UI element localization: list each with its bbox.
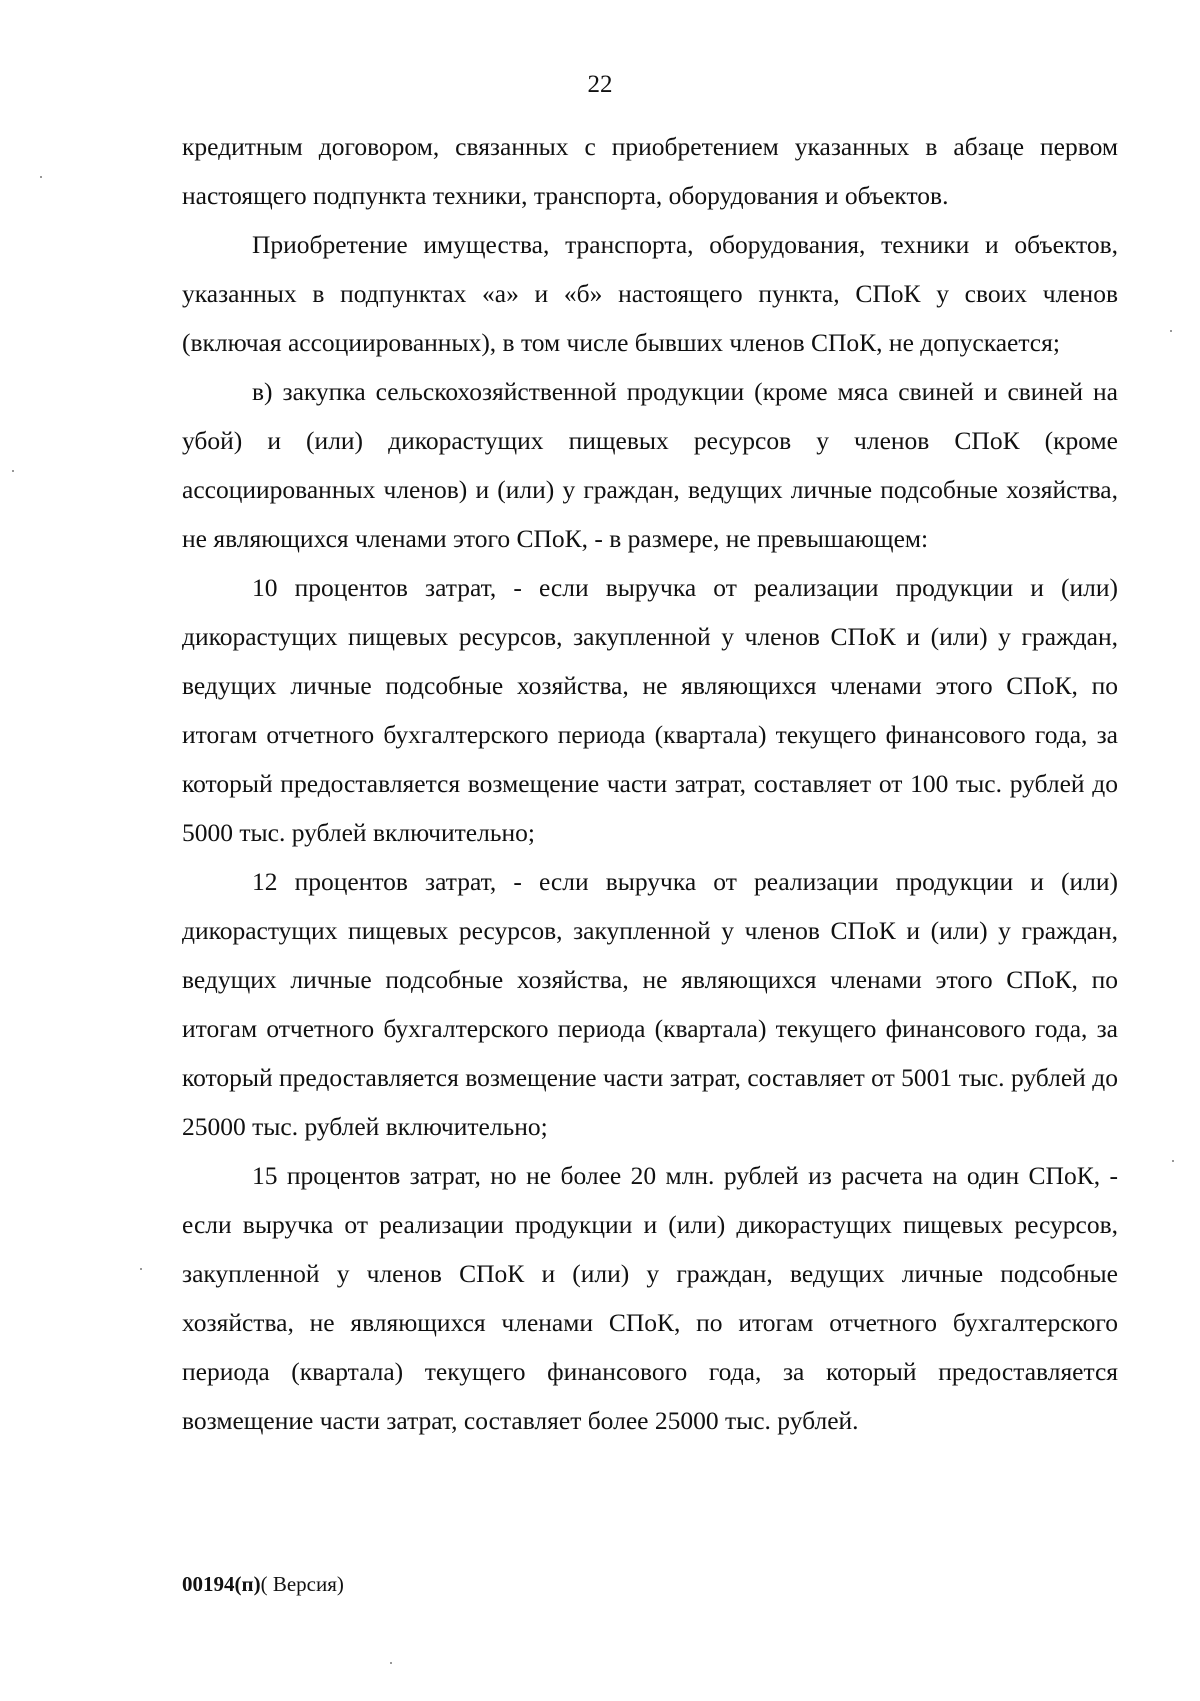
paragraph-ten-percent: 10 процентов затрат, - если выручка от реализации продукции и (или) дикорастущих пищевых ресурсов, закупленной у членов СПоК и (или) у граждан, ведущих личные подсобные хозяйства, не являющихся членами этого СПоК, по итогам отчетного бухгалтерского периода (квартала) текущего финансового года, за который предоставляется возмещение части затрат, составляет от 100 тыс. рублей до 5000 тыс. рублей включительно; xyxy=(182,573,1118,847)
paragraph-acquisition-prohibition: Приобретение имущества, транспорта, оборудования, техники и объектов, указанных в подпунктах «а» и «б» настоящего пункта, СПоК у своих членов (включая ассоциированных), в том числе бывших членов СПоК, не допускается; xyxy=(182,230,1118,357)
paragraph-purchase-clause-v: в) закупка сельскохозяйственной продукции (кроме мяса свиней и свиней на убой) и (или) дикорастущих пищевых ресурсов у членов СПоК (кроме ассоциированных членов) и (или) у граждан, ведущих личные подсобные хозяйства, не являющихся членами этого СПоК, - в размере, не превышающем: xyxy=(182,377,1118,553)
paragraph-twelve-percent: 12 процентов затрат, - если выручка от реализации продукции и (или) дикорастущих пищевых ресурсов, закупленной у членов СПоК и (или) у граждан, ведущих личные подсобные хозяйства, не являющихся членами этого СПоК, по итогам отчетного бухгалтерского периода (квартала) текущего финансового года, за который предоставляется возмещение части затрат, составляет от 5001 тыс. рублей до 25000 тыс. рублей включительно; xyxy=(182,867,1118,1141)
scan-speck xyxy=(1172,1160,1174,1162)
scan-speck xyxy=(140,1268,142,1270)
page-number: 22 xyxy=(587,71,613,98)
document-body xyxy=(182,122,1118,1445)
scan-speck xyxy=(390,1662,392,1664)
document-code: 00194(п) xyxy=(182,1572,261,1596)
scan-speck xyxy=(1170,330,1172,332)
document-footer xyxy=(182,1571,344,1597)
scan-speck xyxy=(12,470,14,472)
scan-speck xyxy=(40,176,42,178)
paragraph-fifteen-percent: 15 процентов затрат, но не более 20 млн. рублей из расчета на один СПоК, - если выручка от реализации продукции и (или) дикорастущих пищевых ресурсов, закупленной у членов СПоК и (или) у граждан, ведущих личные подсобные хозяйства, не являющихся членами СПоК, по итогам отчетного бухгалтерского периода (квартала) текущего финансового года, за который предоставляется возмещение части затрат, составляет более 25000 тыс. рублей. xyxy=(182,1161,1118,1435)
document-version: ( Версия) xyxy=(260,1572,344,1596)
paragraph-continuation: кредитным договором, связанных с приобретением указанных в абзаце первом настоящего подпункта техники, транспорта, оборудования и объектов. xyxy=(182,132,1118,210)
